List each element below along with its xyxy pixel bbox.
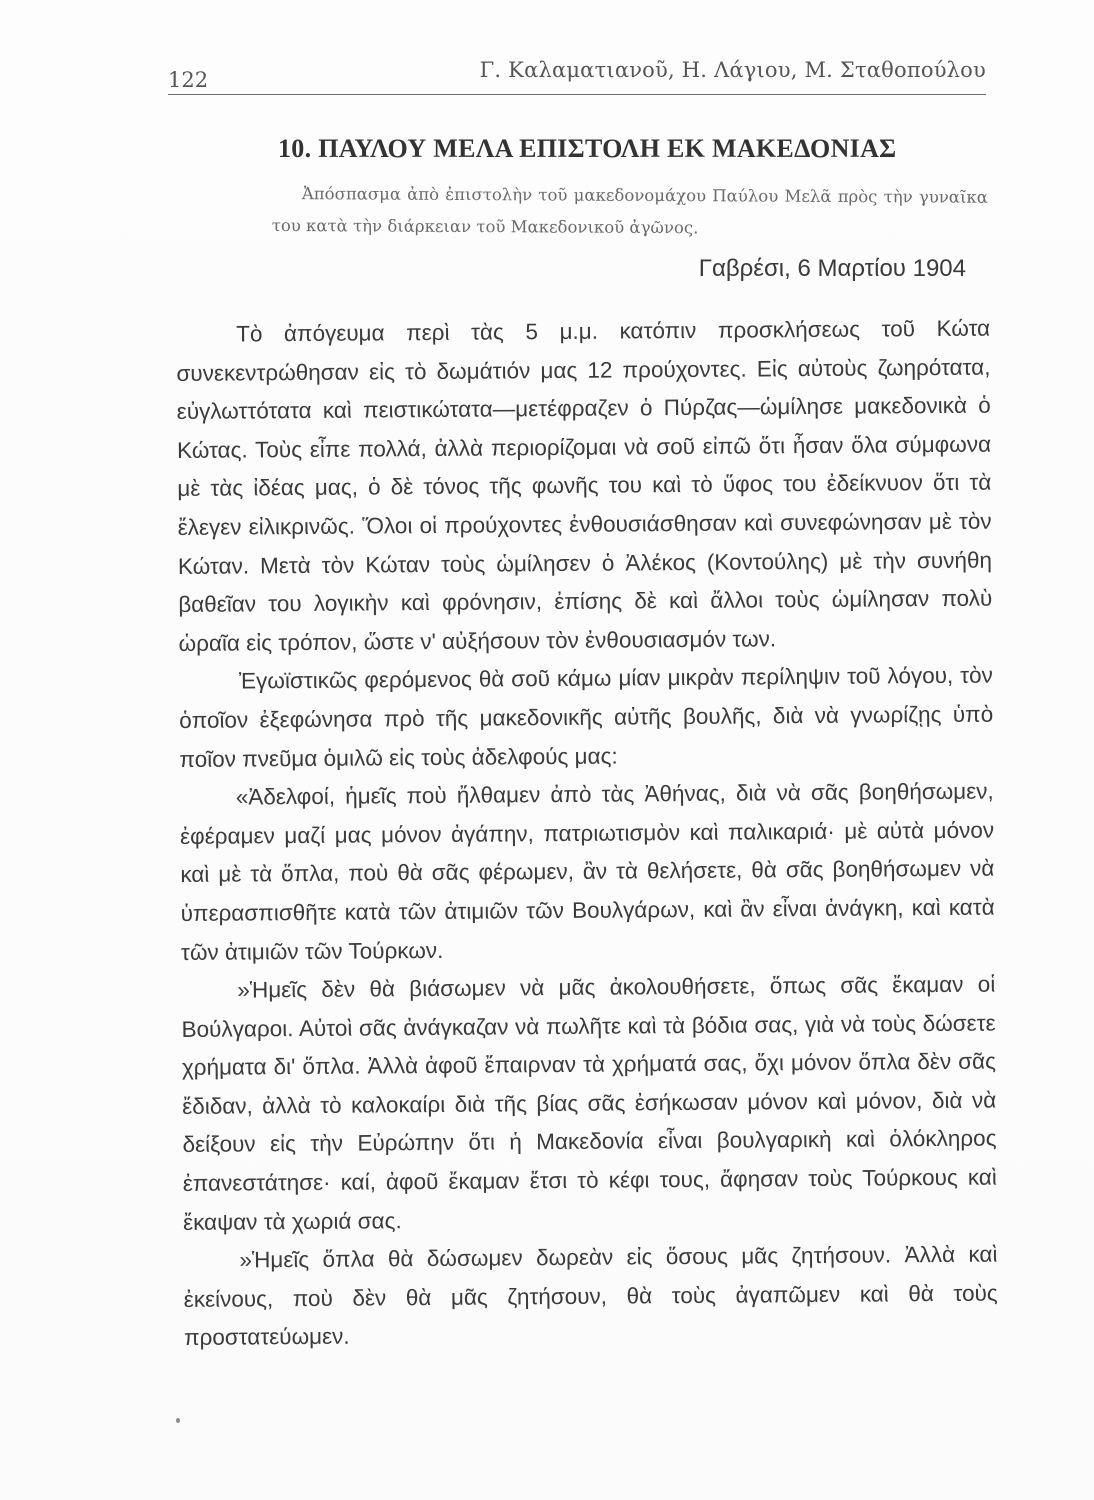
paragraph: »Ἡμεῖς δὲν θὰ βιάσωμεν νὰ μᾶς ἀκολουθήσετε, ὅπως σᾶς ἔκαμαν οἱ Βούλγαροι. Αὐτοὶ σᾶς ἀνάγκαζαν νὰ πωλῆτε καὶ τὰ βόδια σας, γιὰ νὰ τοὺς δώσετε χρήματα δι' ὅπλα. Ἀλλὰ ἀφοῦ ἔπαιρναν τὰ χρήματά σας, ὄχι μόνον ὅπλα δὲν σᾶς ἔδιδαν, ἀλλὰ τὸ καλοκαίρι διὰ τῆς βίας σᾶς ἐσήκωσαν μόνον καὶ μόνον, διὰ νὰ δείξουν εἰς τὴν Εὐρώπην ὅτι ἡ Μακεδονία εἶναι βουλγαρικὴ καὶ ὁλόκληρος ἐπανεστάτησε· καί, ἀφοῦ ἔκαμαν ἔτσι τὸ κέφι τους, ἄφησαν τοὺς Τούρκους καὶ ἔκαψαν τὰ χωριά σας. bbox=[181, 971, 997, 1235]
paragraph: Ἐγωϊστικῶς φερόμενος θὰ σοῦ κάμω μίαν μικρὰν περίληψιν τοῦ λόγου, τὸν ὁποῖον ἐξεφώνησα πρὸ τῆς μακεδονικῆς αὐτῆς βουλῆς, διὰ νὰ γνωρίζῃς ὑπὸ ποῖον πνεῦμα ὁμιλῶ εἰς τοὺς ἀδελφούς μας: bbox=[179, 662, 994, 772]
paragraph: Τὸ ἀπόγευμα περὶ τὰς 5 μ.μ. κατόπιν προσκλήσεως τοῦ Κώτα συνεκεντρώθησαν εἰς τὸ δωμάτιόν μας 12 προύχοντες. Εἰς αὐτοὺς ζωηρότατα, εὐγλωττότατα καὶ πειστικώτατα—μετέφραζεν ὁ Πύρζας—ὡμίλησε μακεδονικὰ ὁ Κώτας. Τοὺς εἶπε πολλά, ἀλλὰ περιορίζομαι νὰ σοῦ εἰπῶ ὅτι ἦσαν ὅλα σύμφωνα μὲ τὰς ἰδέας μας, ὁ δὲ τόνος τῆς φωνῆς του καὶ τὸ ὕφος του ἐδείκνυον ὅτι τὰ ἔλεγεν εἰλικρινῶς. Ὅλοι οἱ προύχοντες ἐνθουσιάσθησαν καὶ συνεφώνησαν μὲ τὸν Κώταν. Μετὰ τὸν Κώταν τοὺς ὡμίλησεν ὁ Ἀλέκος (Κοντούλης) μὲ τὴν συνήθη βαθεῖαν του λογικὴν καὶ φρόνησιν, ἐπίσης δὲ καὶ ἄλλοι τοὺς ὡμίλησαν πολὺ ὡραῖα εἰς τρόπον, ὥστε ν' αὐξήσουν τὸν ἐνθουσιασμόν των. bbox=[176, 315, 993, 656]
page-number: 122 bbox=[168, 68, 209, 92]
excerpt-note: Ἀπόσπασμα ἀπὸ ἐπιστολὴν τοῦ μακεδονομάχου Παύλου Μελᾶ πρὸς τὴν γυναῖκα του κατὰ τὴν διάρκειαν τοῦ Μακεδονικοῦ ἀγῶνος. bbox=[271, 184, 988, 238]
letter-dateline: Γαβρέσι, 6 Μαρτίου 1904 bbox=[698, 255, 966, 282]
running-header bbox=[168, 58, 986, 95]
paragraph: «Ἀδελφοί, ἡμεῖς ποὺ ἤλθαμεν ἀπὸ τὰς Ἀθήνας, διὰ νὰ σᾶς βοηθήσωμεν, ἐφέραμεν μαζί μας μόνον ἀγάπην, πατριωτισμὸν καὶ παλικαριά· μὲ αὐτὰ μόνον καὶ μὲ τὰ ὅπλα, ποὺ θὰ σᾶς φέρωμεν, ἂν τὰ θελήσετε, θὰ σᾶς βοηθήσωμεν νὰ ὑπερασπισθῆτε κατὰ τῶν ἀτιμιῶν τῶν Βουλγάρων, καὶ ἂν εἶναι ἀνάγκη, καὶ κατὰ τῶν ἀτιμιῶν τῶν Τούρκων. bbox=[179, 778, 995, 965]
letter-body bbox=[176, 310, 998, 1358]
section-title: 10. ΠΑΥΛΟΥ ΜΕΛΑ ΕΠΙΣΤΟΛΗ ΕΚ ΜΑΚΕΔΟΝΙΑΣ bbox=[278, 134, 897, 163]
paragraph: »Ἡμεῖς ὅπλα θὰ δώσωμεν δωρεὰν εἰς ὅσους μᾶς ζητήσουν. Ἀλλὰ καὶ ἐκείνους, ποὺ δὲν θὰ μᾶς ζητήσουν, θὰ τοὺς ἀγαπῶμεν καὶ θὰ τοὺς προστατεύωμεν. bbox=[183, 1241, 998, 1351]
print-speck bbox=[176, 1418, 180, 1423]
header-authors: Γ. Καλαματιανοῦ, Η. Λάγιου, Μ. Σταθοπούλου bbox=[479, 58, 986, 82]
